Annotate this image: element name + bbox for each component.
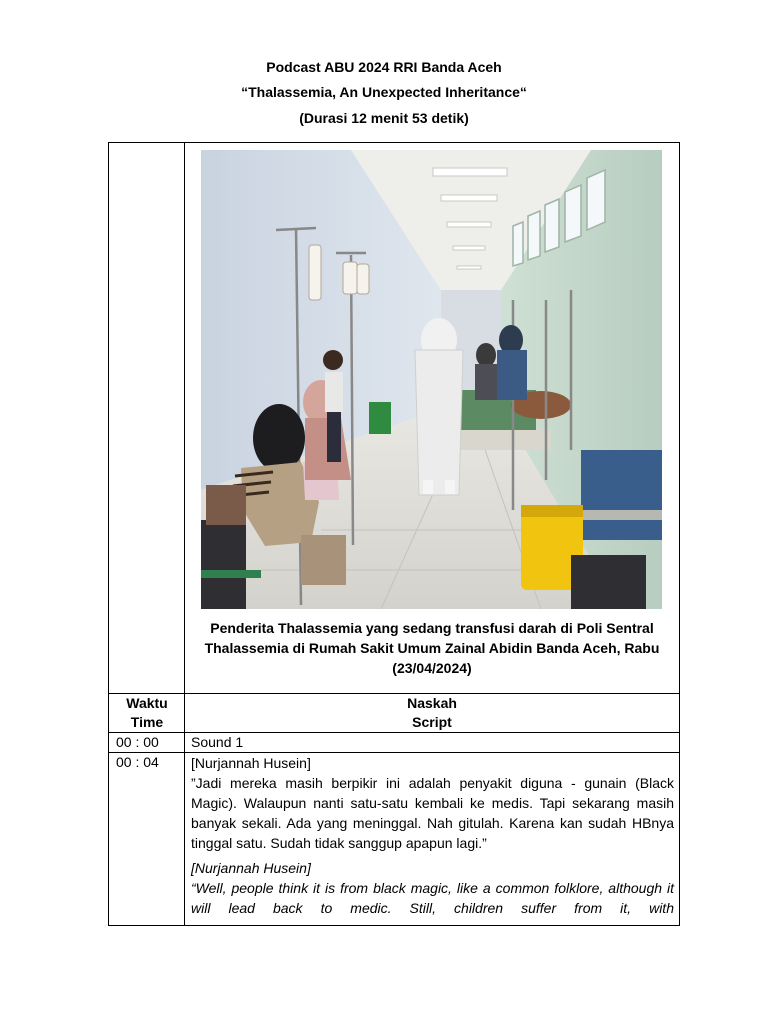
- column-header-script-en: Script: [412, 714, 452, 730]
- quote-english: “Well, people think it is from black magic, like a common folklore, although it will lead back to medic. Still, children suffer from it, with: [191, 880, 674, 916]
- row-script-1-english: [186, 858, 678, 924]
- document-title: Podcast ABU 2024 RRI Banda Aceh: [266, 59, 502, 75]
- column-header-script-id: Naskah: [407, 695, 457, 711]
- column-header-script: [186, 694, 678, 732]
- quote-indonesian: ”Jadi mereka masih berpikir ini adalah penyakit diguna - gunain (Black Magic). Walaupun nanti satu-satu kembali ke medis. Tapi sekarang masih banyak sekali. Ada yang meninggal. Nah gitulah. Karena kan sudah HBnya tinggal satu. Sudah tidak sanggup apapun lagi.”: [191, 775, 674, 851]
- row-text-0: Sound 1: [191, 734, 244, 750]
- column-header-time-en: Time: [130, 714, 164, 730]
- row-time-1: 00 : 04: [116, 754, 159, 770]
- photo-caption: Penderita Thalassemia yang sedang transfusi darah di Poli Sentral Thalassemia di Rumah Sakit Umum Zainal Abidin Banda Aceh, Rabu (23/04/2024): [204, 620, 660, 676]
- speaker-label-english: [Nurjannah Husein]: [191, 860, 311, 876]
- speaker-label: [Nurjannah Husein]: [191, 755, 311, 771]
- hospital-corridor-photo: [201, 150, 662, 609]
- document-duration: (Durasi 12 menit 53 detik): [299, 110, 469, 126]
- row-script-1: [191, 753, 674, 869]
- document-subtitle: “Thalassemia, An Unexpected Inheritance“: [241, 84, 527, 100]
- column-header-time-id: Waktu: [126, 695, 168, 711]
- column-header-time: [110, 694, 184, 732]
- table-column-divider: [184, 142, 185, 926]
- row-time-0: 00 : 00: [116, 734, 159, 750]
